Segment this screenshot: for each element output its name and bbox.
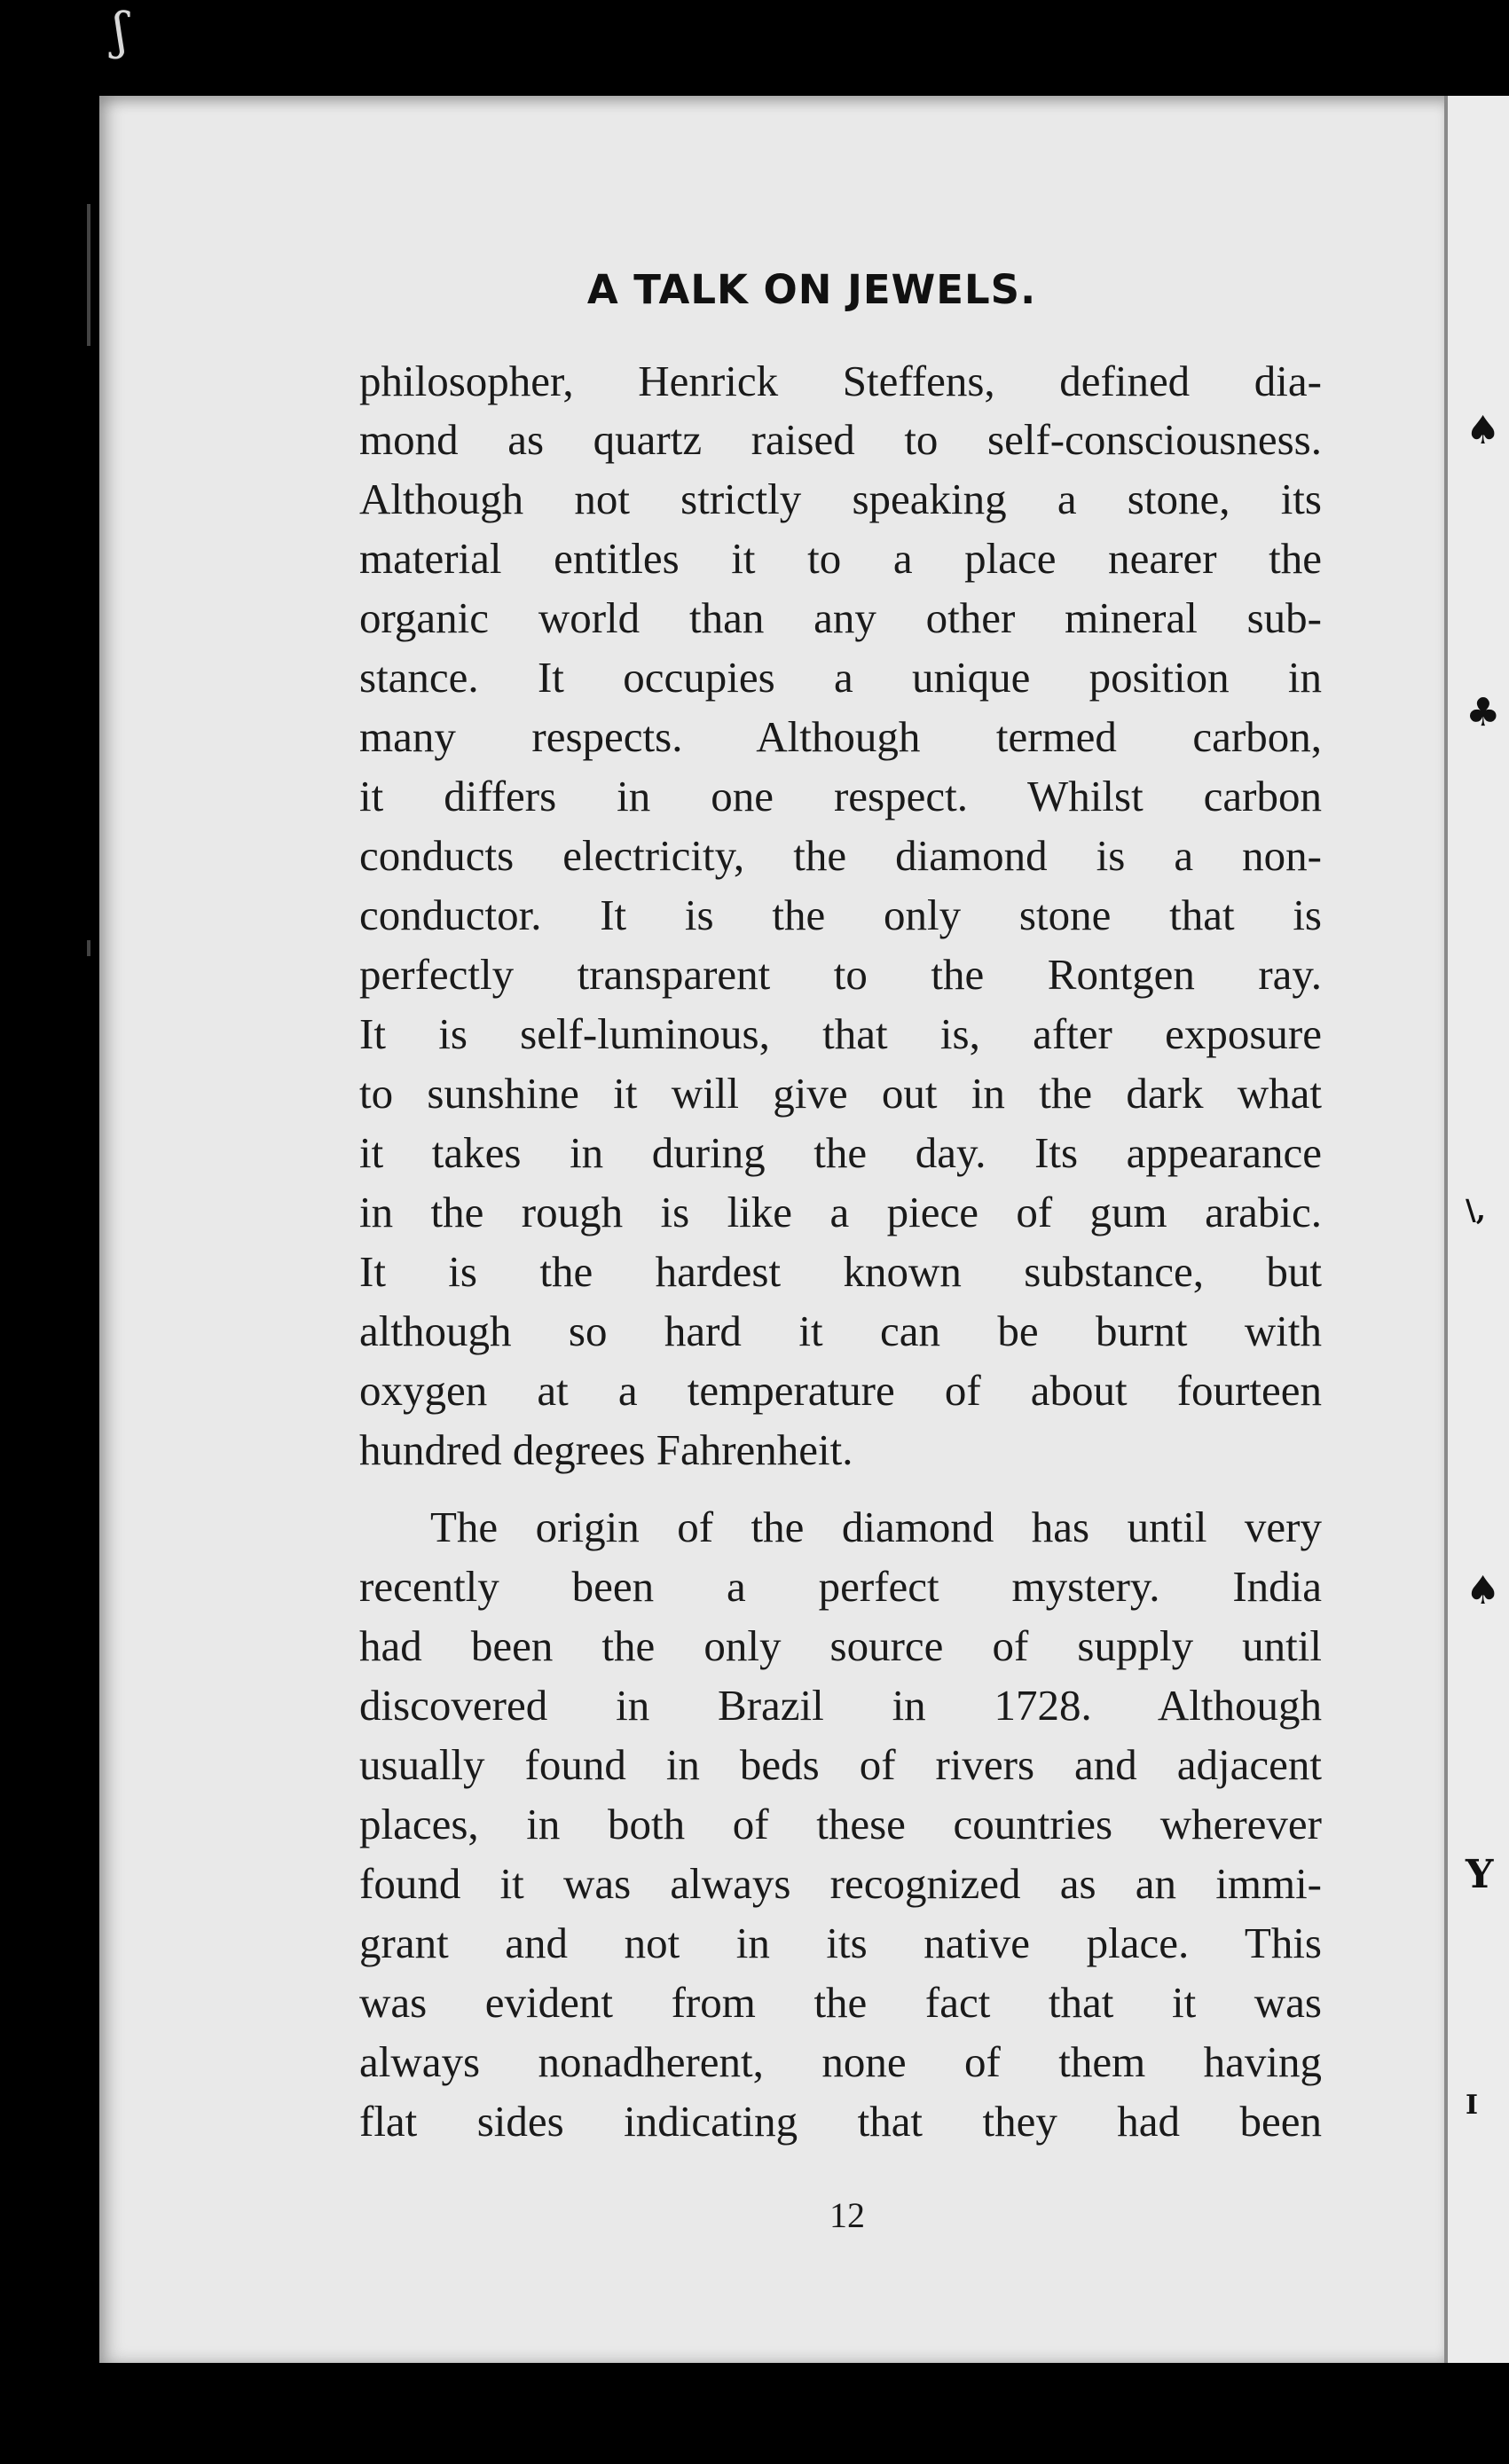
text-line: oxygen at a temperature of about fourteen <box>359 1366 1322 1415</box>
text-line: conductor. It is the only stone that is <box>359 891 1322 939</box>
text-line: flat sides indicating that they had been <box>359 2097 1322 2146</box>
text-line: was evident from the fact that it was <box>359 1978 1322 2027</box>
facing-page-glyph: ♠ <box>1466 1568 1501 1613</box>
text-line: many respects. Although termed carbon, <box>359 712 1322 761</box>
facing-page-glyph: I <box>1466 2090 1479 2121</box>
text-line: places, in both of these countries wherever <box>359 1800 1322 1848</box>
text-line: usually found in beds of rivers and adjacent <box>359 1740 1322 1789</box>
left-edge-mark <box>87 204 90 346</box>
text-line: hundred degrees Fahrenheit. <box>359 1425 853 1474</box>
text-line: The origin of the diamond has until very <box>430 1503 1322 1551</box>
facing-page-glyph: ♠ <box>1466 408 1501 453</box>
text-line: always nonadherent, none of them having <box>359 2037 1322 2086</box>
text-line: recently been a perfect mystery. India <box>359 1562 1322 1611</box>
page-gutter-line <box>1444 96 1448 2363</box>
left-edge-mark <box>87 940 90 956</box>
text-line: It is the hardest known substance, but <box>359 1247 1322 1296</box>
text-line: organic world than any other mineral sub- <box>359 593 1322 642</box>
text-line: material entitles it to a place nearer the <box>359 534 1322 583</box>
text-line: Although not strictly speaking a stone, its <box>359 475 1322 523</box>
text-line: although so hard it can be burnt with <box>359 1307 1322 1355</box>
text-line: it differs in one respect. Whilst carbon <box>359 772 1322 820</box>
text-line: mond as quartz raised to self-consciousness. <box>359 415 1322 464</box>
page-number: 12 <box>829 2195 865 2235</box>
facing-page-glyph: ♣ <box>1466 690 1501 735</box>
text-line: grant and not in its native place. This <box>359 1919 1322 1967</box>
facing-page-glyph: \, <box>1466 1193 1486 1227</box>
running-header: A TALK ON JEWELS. <box>586 266 1037 313</box>
text-line: in the rough is like a piece of gum arabic. <box>359 1188 1322 1236</box>
text-line: found it was always recognized as an immi- <box>359 1859 1322 1908</box>
text-line: stance. It occupies a unique position in <box>359 653 1322 702</box>
text-line: to sunshine it will give out in the dark what <box>359 1069 1322 1118</box>
text-line: It is self-luminous, that is, after exposure <box>359 1009 1322 1058</box>
text-line: conducts electricity, the diamond is a non- <box>359 831 1322 880</box>
text-line: perfectly transparent to the Rontgen ray. <box>359 950 1322 999</box>
facing-page-glyph: Y <box>1466 1852 1494 1897</box>
text-line: had been the only source of supply until <box>359 1621 1322 1670</box>
text-line: it takes in during the day. Its appearance <box>359 1128 1322 1177</box>
corner-pencil-mark: ʃ <box>114 3 128 60</box>
text-line: philosopher, Henrick Steffens, defined dia- <box>359 357 1322 405</box>
text-line: discovered in Brazil in 1728. Although <box>359 1681 1322 1730</box>
